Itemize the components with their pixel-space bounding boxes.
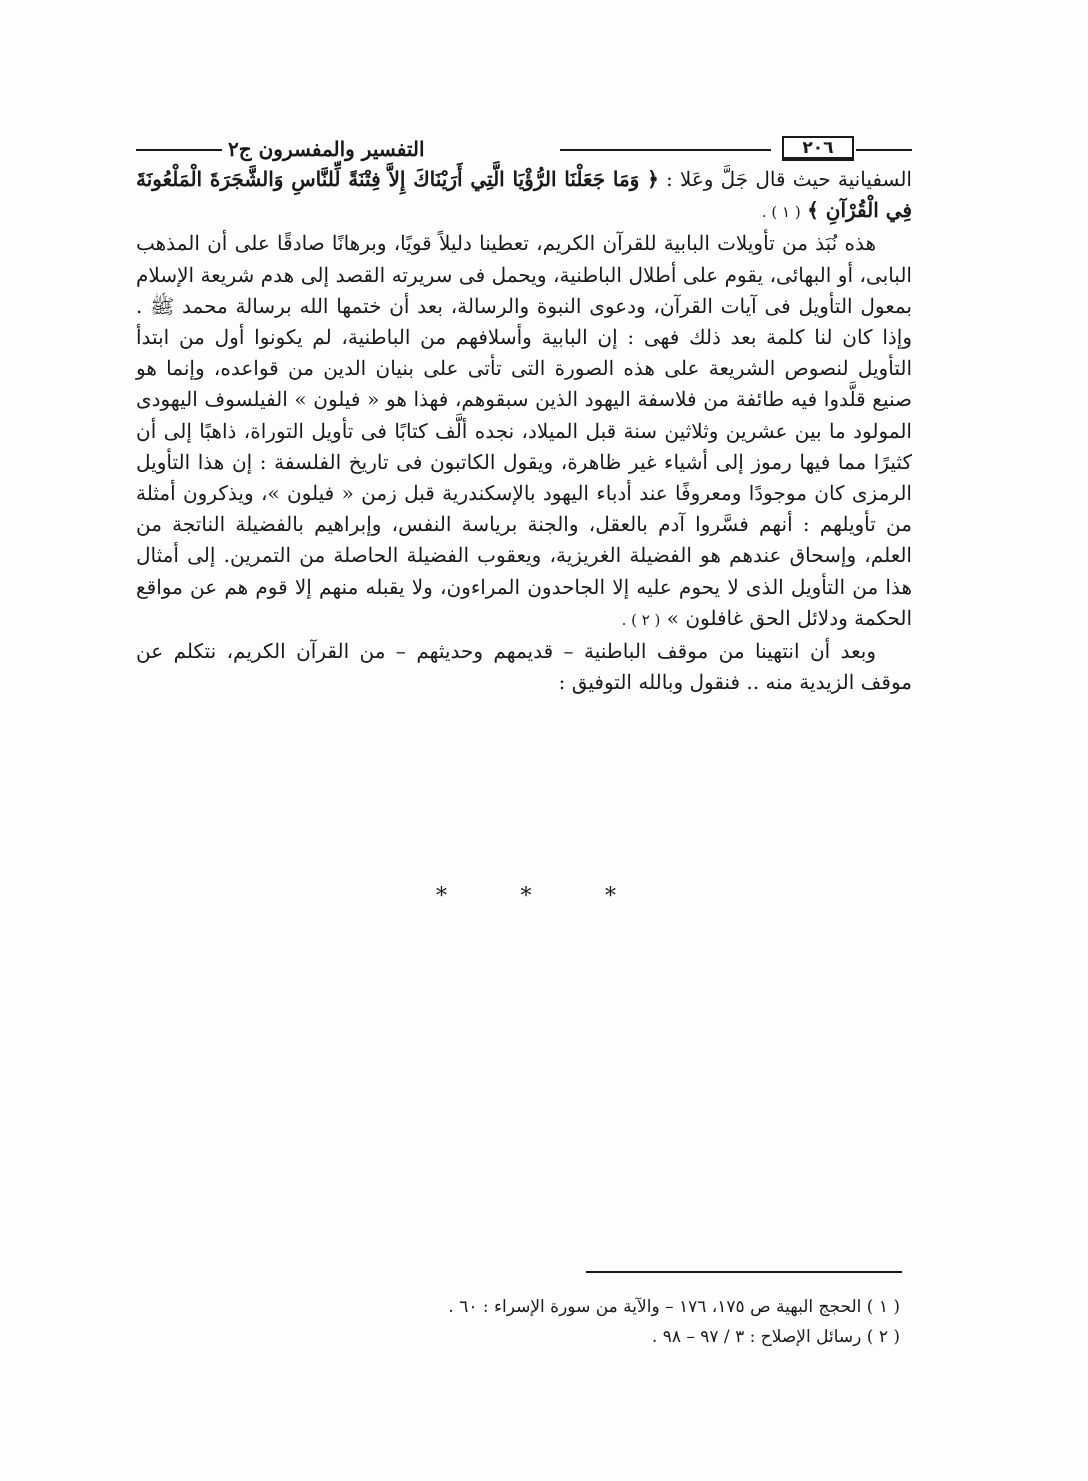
- header-rule-right: [856, 149, 912, 151]
- running-header: [136, 136, 912, 166]
- header-rule-left: [136, 149, 222, 151]
- section-separator: [436, 884, 616, 909]
- page-number: ٢٠٦: [782, 136, 854, 161]
- footnote-1: ( ١ ) الحجج البهية ص ١٧٥، ١٧٦ – والآية من سورة الإسراء : ٦٠ .: [448, 1297, 900, 1317]
- main-text: [136, 164, 912, 698]
- footnote-divider: [586, 1271, 902, 1273]
- paragraph-transition-zaydiyya: وبعد أن انتهينا من موقف الباطنية – قديمهم وحديثهم – من القرآن الكريم، نتكلم عن موقف الزيدية منه .. فنقول وبالله التوفيق :: [136, 639, 912, 695]
- asterisk-icon: *: [605, 884, 616, 909]
- paragraph-babi-tawil: [136, 228, 912, 636]
- asterisk-icon: *: [520, 884, 532, 909]
- quote-lead: السفيانية حيث قال جَلَّ وعَلا :: [666, 167, 912, 191]
- footnote-2: ( ٢ ) رسائل الإصلاح : ٣ / ٩٧ – ٩٨ .: [651, 1327, 900, 1347]
- paragraph-text: هذه نُبَذ من تأويلات البابية للقرآن الكريم، تعطينا دليلاً قويًا، وبرهانًا صادقًا على أن المذهب البابى، أو البهائى، يقوم على أطلال الباطنية، ويحمل فى سريرته القصد إلى هدم شريعة الإسلام بمعول التأويل فى آيات القرآن، ودعوى النبوة والرسالة، بعد أن ختمها الله برسالة محمد ﷺ . وإذا كان لنا كلمة بعد ذلك فهى : إن البابية وأسلافهم من الباطنية، لم يكونوا أول من ابتدأ التأويل لنصوص الشريعة على هذه الصورة التى تأتى على بنيان الدين من قواعده، وإنما هو صنيع قلَّدوا فيه طائفة من فلاسفة اليهود الذين سبقوهم، فهذا هو « فيلون » الفيلسوف اليهودى المولود ما بين عشرين وثلاثين سنة قبل الميلاد، نجده ألَّف كتابًا فى تأويل التوراة، ذاهبًا إلى أن كثيرًا مما فيها رموز إلى أشياء غير ظاهرة، ويقول الكاتبون فى تاريخ الفلسفة : إن هذا التأويل الرمزى كان موجودًا ومعروفًا عند أدباء اليهود بالإسكندرية قبل زمن « فيلون »، ويذكرون أمثلة من تأويلهم : أنهم فسَّروا آدم بالعقل، والجنة برياسة النفس، وإبراهيم بالفضيلة الناتجة من العلم، وإسحاق عندهم هو الفضيلة الغريزية، ويعقوب الفضيلة الحاصلة من التمرين. إلى أمثال هذا من التأويل الذى لا يحوم عليه إلا الجاحدون المراءون، ولا يقبله منهم إلا قوم هم عن مواقع الحكمة ودلائل الحق غافلون »: [136, 231, 912, 630]
- paragraph-quran-quote: [136, 164, 912, 228]
- quran-verse: ﴿ وَمَا جَعَلْنَا الرُّؤْيَا الَّتِي أَرَيْنَاكَ إِلاَّ فِتْنَةً لِّلنَّاسِ وَالشَّجَرَةَ الْمَلْعُونَةَ فِي الْقُرْآنِ ﴾: [136, 167, 912, 223]
- footnotes: [300, 1292, 900, 1352]
- header-rule-middle: [560, 149, 771, 151]
- footnote-ref-2: ( ٢ ) .: [621, 610, 661, 629]
- asterisk-icon: *: [436, 884, 447, 909]
- footnote-ref-1: ( ١ ) .: [761, 203, 801, 222]
- running-title: التفسير والمفسرون ج٢: [228, 137, 425, 161]
